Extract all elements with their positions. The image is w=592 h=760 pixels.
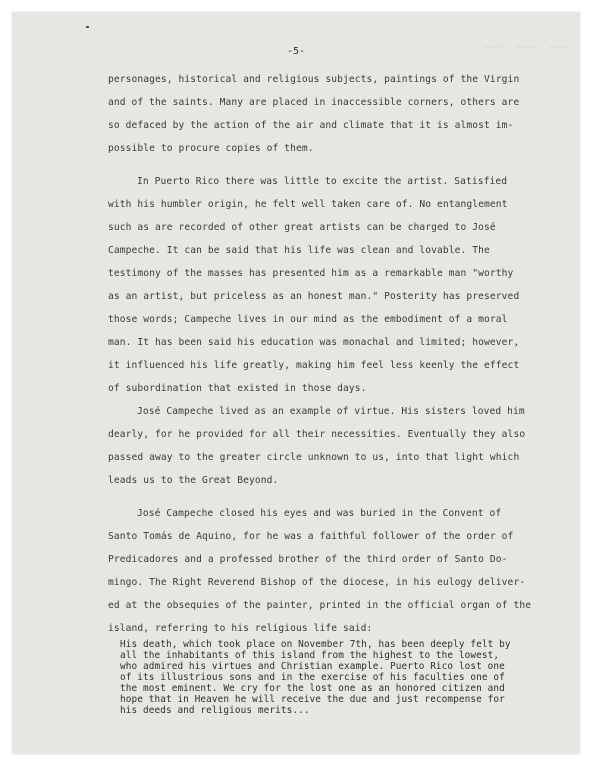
paragraph-3-line-3: passed away to the greater circle unknown to us, into that light which xyxy=(108,452,520,463)
paragraph-3-line-1: José Campeche lived as an example of virtue. His sisters loved him xyxy=(137,406,525,417)
paragraph-2-line-10: of subordination that existed in those days. xyxy=(108,383,367,394)
paragraph-4-line-3: Predicadores and a professed brother of the third order of Santo Do- xyxy=(108,554,508,565)
quote-line-7: his deeds and religious merits... xyxy=(120,705,310,716)
paragraph-2-line-4: Campeche. It can be said that his life was clean and lovable. The xyxy=(108,245,490,256)
paragraph-2-line-8: man. It has been said his education was monachal and limited; however, xyxy=(108,337,520,348)
paragraph-1-line-1: personages, historical and religious subjects, paintings of the Virgin xyxy=(108,74,520,85)
paragraph-3-line-2: dearly, for he provided for all their necessities. Eventually they also xyxy=(108,429,526,440)
quote-line-2: all the inhabitants of this island from the highest to the lowest, xyxy=(120,650,500,661)
ink-speck xyxy=(86,26,89,28)
paragraph-3-line-4: leads us to the Great Beyond. xyxy=(108,475,279,486)
quote-line-4: of its illustrious sons and in the exercise of his faculties one of xyxy=(120,672,505,683)
paragraph-4-line-4: mingo. The Right Reverend Bishop of the diocese, in his eulogy deliver- xyxy=(108,577,526,588)
paragraph-1-line-4: possible to procure copies of them. xyxy=(108,143,314,154)
paragraph-2-line-5: testimony of the masses has presented him as a remarkable man "worthy xyxy=(108,268,514,279)
paragraph-2-line-7: those words; Campeche lives in our mind as the embodiment of a moral xyxy=(108,314,508,325)
page-number: -5- xyxy=(286,46,306,57)
typed-page xyxy=(12,12,580,754)
quote-line-5: the most eminent. We cry for the lost one as an honored citizen and xyxy=(120,683,505,694)
quote-line-3: who admired his virtues and Christian example. Puerto Rico lost one xyxy=(120,661,505,672)
quote-line-1: His death, which took place on November 7th, has been deeply felt by xyxy=(120,639,511,650)
paragraph-1-line-2: and of the saints. Many are placed in inaccessible corners, others are xyxy=(108,97,520,108)
paragraph-4-line-1: José Campeche closed his eyes and was buried in the Convent of xyxy=(137,508,502,519)
paragraph-4-line-2: Santo Tomás de Aquino, for he was a faithful follower of the order of xyxy=(108,531,514,542)
paragraph-1-line-3: so defaced by the action of the air and climate that it is almost im- xyxy=(108,120,514,131)
paragraph-2-line-2: with his humbler origin, he felt well taken care of. No entanglement xyxy=(108,199,508,210)
paragraph-2-line-6: as an artist, but priceless as an honest man." Posterity has preserved xyxy=(108,291,520,302)
quote-line-6: hope that in Heaven he will receive the due and just recompense for xyxy=(120,694,505,705)
paragraph-4-line-5: ed at the obsequies of the painter, printed in the official organ of the xyxy=(108,600,532,611)
paragraph-4-line-6: island, referring to his religious life said: xyxy=(108,623,373,634)
paragraph-2-line-9: it influenced his life greatly, making him feel less keenly the effect xyxy=(108,360,520,371)
bleed-through-marks: — — — xyxy=(480,34,570,59)
paragraph-2-line-3: such as are recorded of other great artists can be charged to José xyxy=(108,222,496,233)
paragraph-2-line-1: In Puerto Rico there was little to excite the artist. Satisfied xyxy=(137,176,508,187)
